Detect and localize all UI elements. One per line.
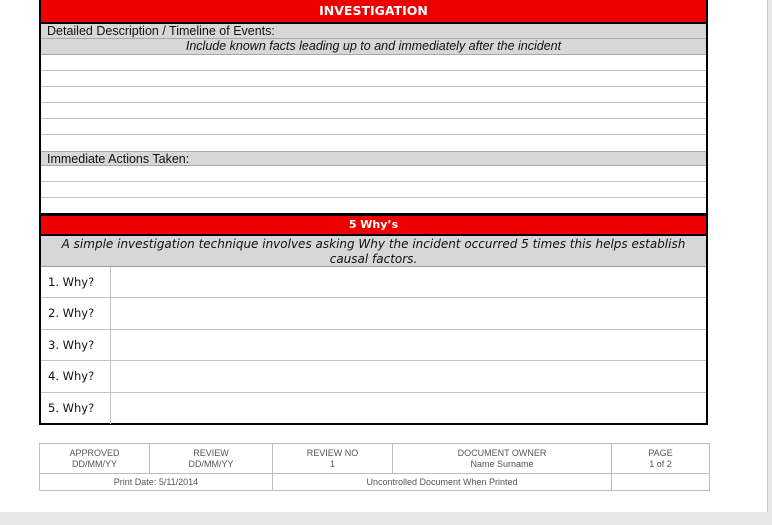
why-label: 4. Why? [41, 361, 111, 391]
why-row-3 [41, 330, 706, 361]
immediate-actions-line[interactable] [41, 182, 706, 198]
why-answer-field[interactable] [111, 267, 706, 297]
print-date: Print Date: 5/11/2014 [40, 474, 273, 491]
immediate-actions-label: Immediate Actions Taken: [41, 151, 706, 166]
review-no-value: 1 [329, 459, 335, 469]
review-value: DD/MM/YY [188, 459, 234, 469]
why-label: 2. Why? [41, 298, 111, 328]
why-answer-field[interactable] [111, 330, 706, 360]
description-line[interactable] [41, 103, 706, 119]
description-line[interactable] [41, 119, 706, 135]
approved-value: DD/MM/YY [72, 459, 117, 469]
why-row-5 [41, 393, 706, 424]
five-whys-section [39, 214, 708, 425]
description-line[interactable] [41, 71, 706, 87]
five-whys-title: 5 Why’s [41, 216, 706, 236]
footer-empty-cell [612, 474, 709, 491]
description-line[interactable] [41, 87, 706, 103]
immediate-actions-line[interactable] [41, 166, 706, 182]
immediate-actions-line[interactable] [41, 198, 706, 214]
review-label: REVIEW [193, 448, 229, 458]
footer-document-owner [393, 444, 612, 473]
page-edge [767, 0, 768, 512]
why-row-4 [41, 361, 706, 392]
why-answer-field[interactable] [111, 298, 706, 328]
why-label: 1. Why? [41, 267, 111, 297]
document-footer [39, 443, 710, 491]
uncontrolled-notice: Uncontrolled Document When Printed [273, 474, 612, 491]
description-line[interactable] [41, 55, 706, 71]
why-answer-field[interactable] [111, 361, 706, 391]
owner-value: Name Surname [470, 459, 534, 469]
why-row-1 [41, 267, 706, 298]
why-label: 3. Why? [41, 330, 111, 360]
description-line[interactable] [41, 135, 706, 151]
owner-label: DOCUMENT OWNER [457, 448, 547, 458]
footer-page [612, 444, 709, 473]
why-label: 5. Why? [41, 393, 111, 424]
description-hint: Include known facts leading up to and immediately after the incident [41, 39, 706, 55]
investigation-section [39, 0, 708, 215]
description-label: Detailed Description / Timeline of Events: [41, 24, 706, 39]
approved-label: APPROVED [69, 448, 120, 458]
footer-review-no [273, 444, 393, 473]
why-answer-field[interactable] [111, 393, 706, 424]
why-row-2 [41, 298, 706, 329]
page-value: 1 of 2 [649, 459, 672, 469]
review-no-label: REVIEW NO [306, 448, 359, 458]
five-whys-intro: A simple investigation technique involves asking Why the incident occurred 5 times this helps establish causal factors. [41, 236, 706, 267]
page-label: PAGE [648, 448, 673, 458]
footer-approved [40, 444, 150, 473]
investigation-title: INVESTIGATION [41, 0, 706, 24]
footer-review [150, 444, 273, 473]
